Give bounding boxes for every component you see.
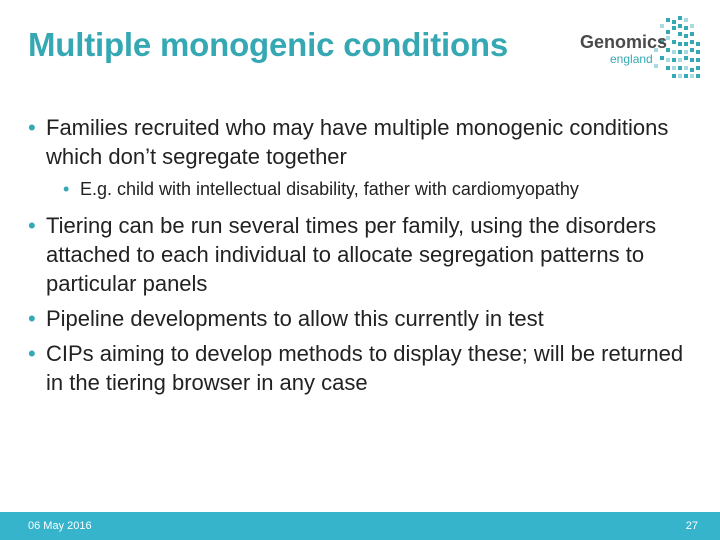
bullet-text: CIPs aiming to develop methods to display these; will be returned in the tiering browser in any case bbox=[46, 341, 684, 395]
slide-title: Multiple monogenic conditions bbox=[28, 26, 509, 63]
logo-subtext: england bbox=[610, 52, 653, 66]
bullet-icon: • bbox=[28, 341, 36, 366]
bullet-item bbox=[28, 113, 698, 171]
sub-bullet-item bbox=[28, 177, 698, 201]
bullet-item bbox=[28, 304, 698, 333]
bullet-icon: • bbox=[28, 306, 36, 331]
logo-wordmark: Genomics bbox=[580, 32, 668, 52]
sub-bullet-text: E.g. child with intellectual disability, father with cardiomyopathy bbox=[80, 179, 579, 199]
footer-bar bbox=[0, 512, 720, 540]
genomics-england-logo bbox=[578, 14, 702, 84]
bullet-icon: • bbox=[28, 115, 36, 140]
slide-body bbox=[28, 113, 698, 403]
bullet-icon: • bbox=[28, 213, 36, 238]
bullet-text: Pipeline developments to allow this currently in test bbox=[46, 306, 544, 331]
bullet-item bbox=[28, 339, 698, 397]
bullet-text: Families recruited who may have multiple monogenic conditions which don’t segregate together bbox=[46, 115, 669, 169]
bullet-text: Tiering can be run several times per family, using the disorders attached to each individual to allocate segregation patterns to particular panels bbox=[46, 213, 657, 296]
bullet-item bbox=[28, 211, 698, 298]
footer-date: 06 May 2016 bbox=[28, 520, 92, 532]
bullet-icon: • bbox=[63, 179, 70, 199]
page-number: 27 bbox=[685, 520, 698, 532]
